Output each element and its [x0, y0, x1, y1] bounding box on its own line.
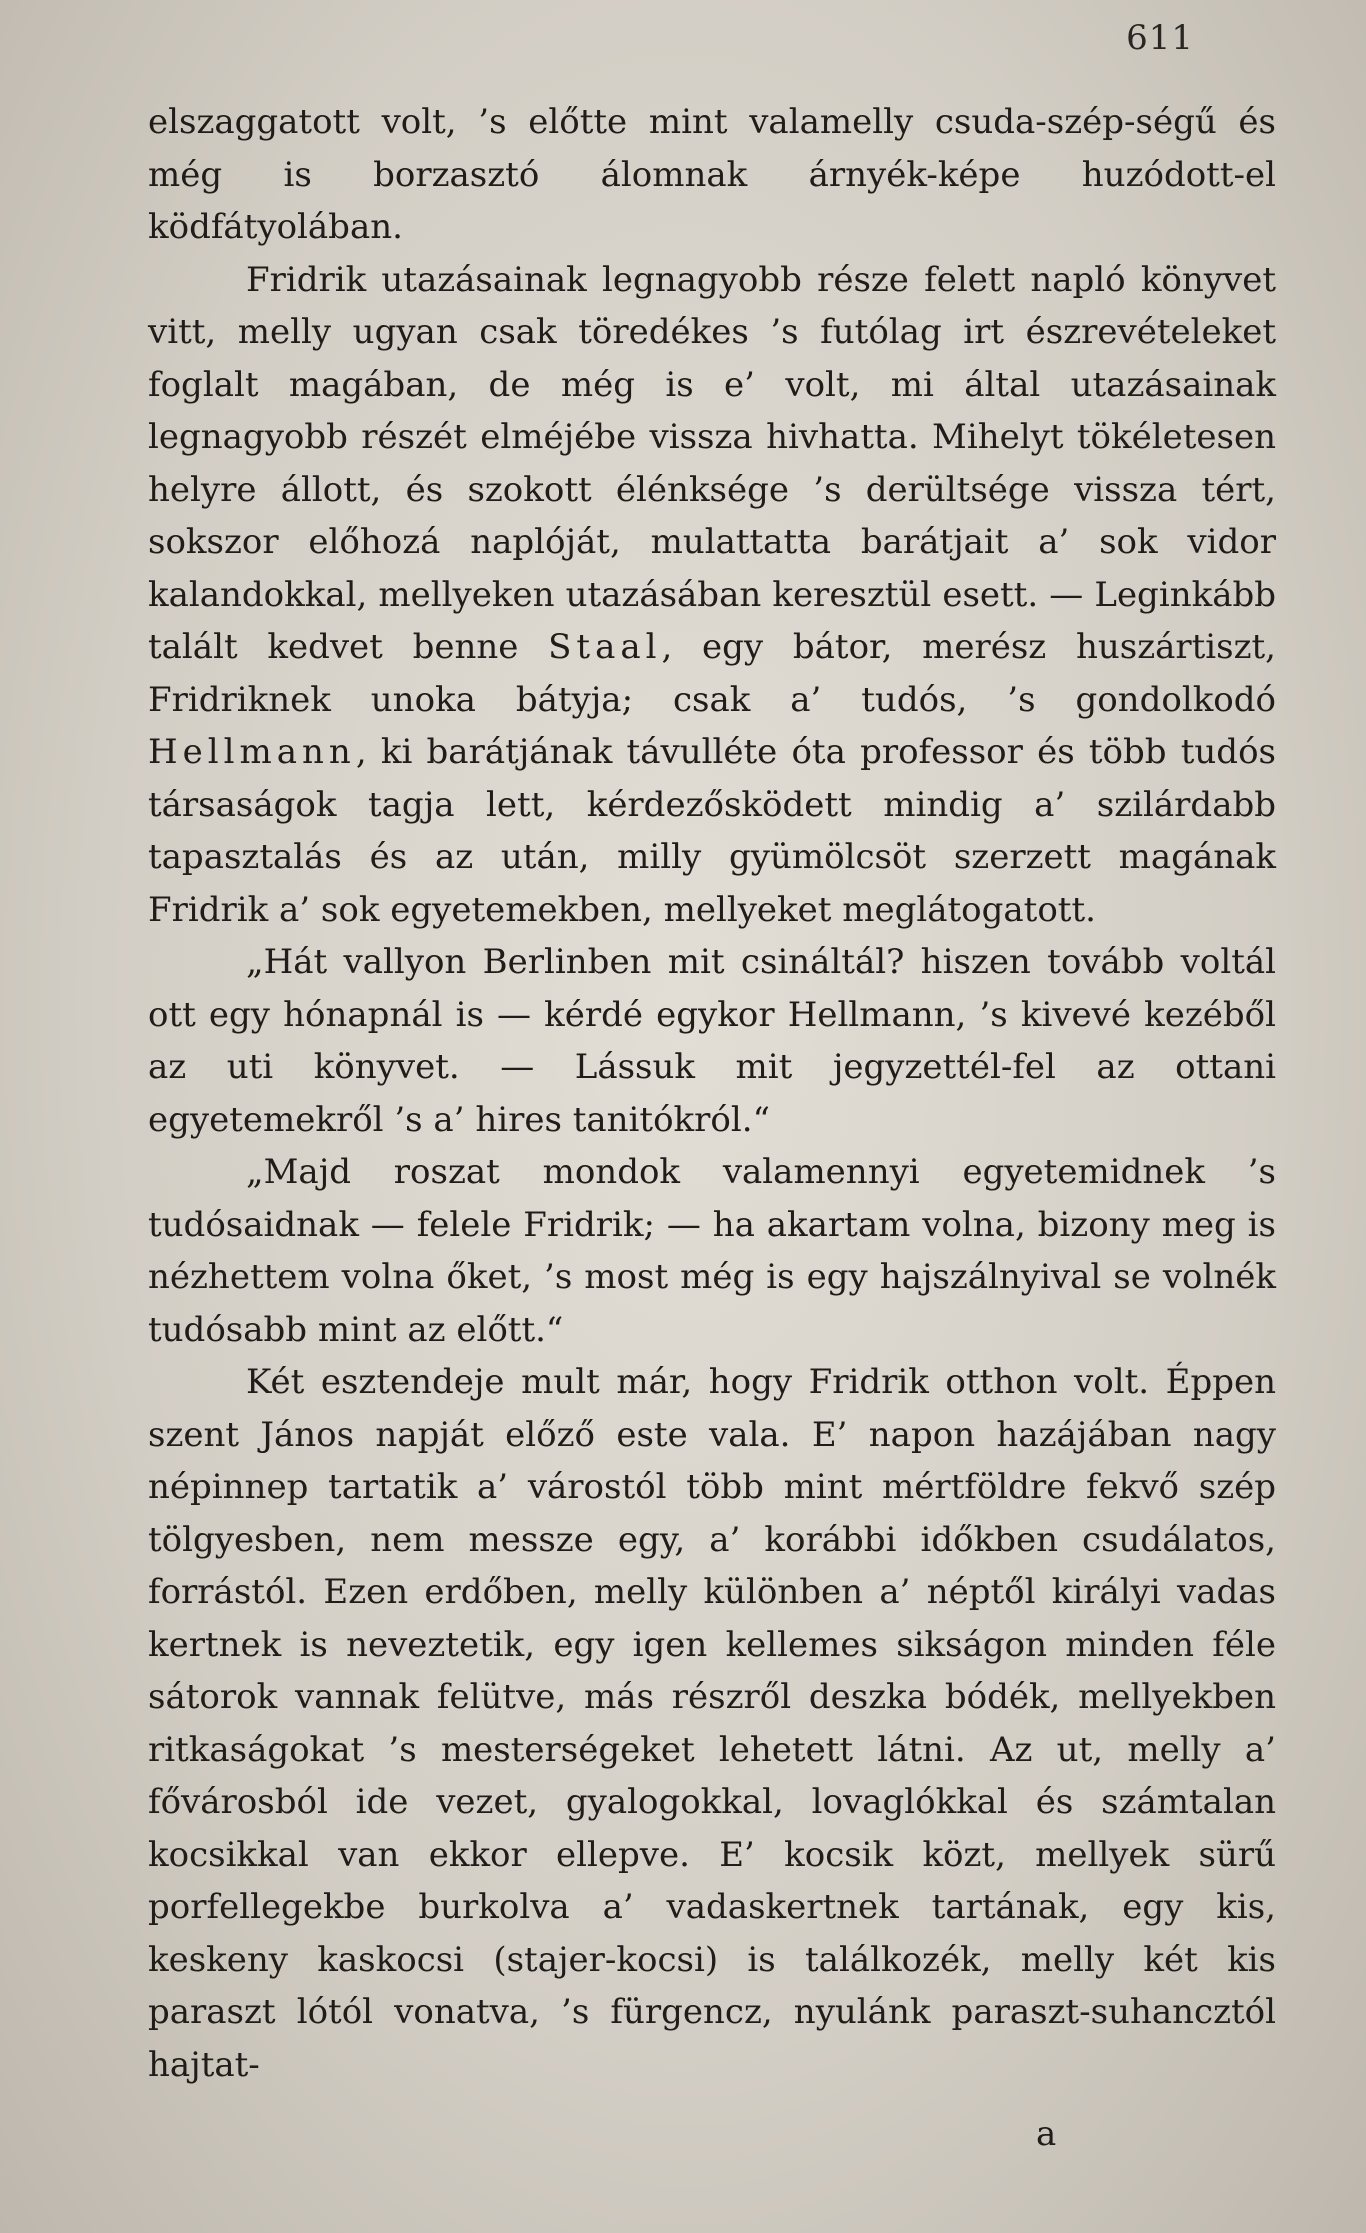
catchword: a	[1036, 2114, 1057, 2154]
paragraph-text: Fridrik utazásainak legnagyobb része felett napló könyvet vitt, melly ugyan csak töredékes ’s futólag irt észrevételeket foglalt magában, de még is e’ volt, mi által utazásainak legnagyobb részét elméjébe vissza hivhatta. Mihelyt tökéletesen helyre állott, és szokott élénksége ’s derültsége vissza tért, sokszor előhozá naplóját, mulattatta barátjait a’ sok vidor kalandokkal, mellyeken utazásában keresztül esett. — Leginkább talált kedvet benne	[148, 259, 1276, 667]
paragraph	[148, 936, 1276, 1146]
paragraph	[148, 1356, 1276, 2091]
paragraph-text: „Majd roszat mondok valamennyi egyetemidnek ’s tudósaidnak — felele Fridrik; — ha akartam volna, bizony meg is nézhettem volna őket, ’s most még is egy hajszálnyival se volnék tudósabb mint az előtt.“	[148, 1152, 1276, 1350]
paragraph	[148, 254, 1276, 937]
spaced-name: Hellmann	[148, 732, 356, 772]
paragraph-text: „Hát vallyon Berlinben mit csináltál? hiszen tovább voltál ott egy hónapnál is — kérdé egykor Hellmann, ’s kivevé kezéből az uti könyvet. — Lássuk mit jegyzettél-fel az ottani egyetemekről ’s a’ hires tanitókról.“	[148, 942, 1276, 1140]
paragraph	[148, 1146, 1276, 1356]
paragraph-text: Két esztendeje mult már, hogy Fridrik otthon volt. Éppen szent János napját előző este vala. E’ napon hazájában nagy népinnep tartatik a’ várostól több mint mértföldre fekvő szép tölgyesben, nem messze egy, a’ korábbi időkben csudálatos, forrástól. Ezen erdőben, melly különben a’ néptől királyi vadas kertnek is neveztetik, egy igen kellemes sikságon minden féle sátorok vannak felütve, más részről deszka bódék, mellyekben ritkaságokat ’s mesterségeket lehetett látni. Az ut, melly a’ fővárosból ide vezet, gyalogokkal, lovaglókkal és számtalan kocsikkal van ekkor ellepve. E’ kocsik közt, mellyek sürű porfellegekbe burkolva a’ vadaskertnek tartának, egy kis, keskeny kaskocsi (stajer-kocsi) is találkozék, melly két kis paraszt lótól vonatva, ’s fürgencz, nyulánk paraszt-suhancztól hajtat-	[148, 1362, 1276, 2085]
page-number: 611	[1126, 18, 1194, 58]
paragraph-text: , egy bátor, merész huszártiszt, Fridriknek unoka bátyja; csak a’ tudós, ’s gondolkodó	[148, 627, 1276, 720]
paragraph-text: elszaggatott volt, ’s előtte mint valamelly csuda-szép-ségű és még is borzasztó álomnak árnyék-képe huzódott-el ködfátyolában.	[148, 102, 1276, 247]
paragraph	[148, 96, 1276, 254]
paragraph-text: , ki barátjának távulléte óta professor és több tudós társaságok tagja lett, kérdezősködett mindig a’ szilárdabb tapasztalás és az után, milly gyümölcsöt szerzett magának Fridrik a’ sok egyetemekben, mellyeket meglátogatott.	[148, 732, 1276, 930]
spaced-name: Staal	[548, 627, 662, 667]
body-text	[148, 96, 1276, 2091]
